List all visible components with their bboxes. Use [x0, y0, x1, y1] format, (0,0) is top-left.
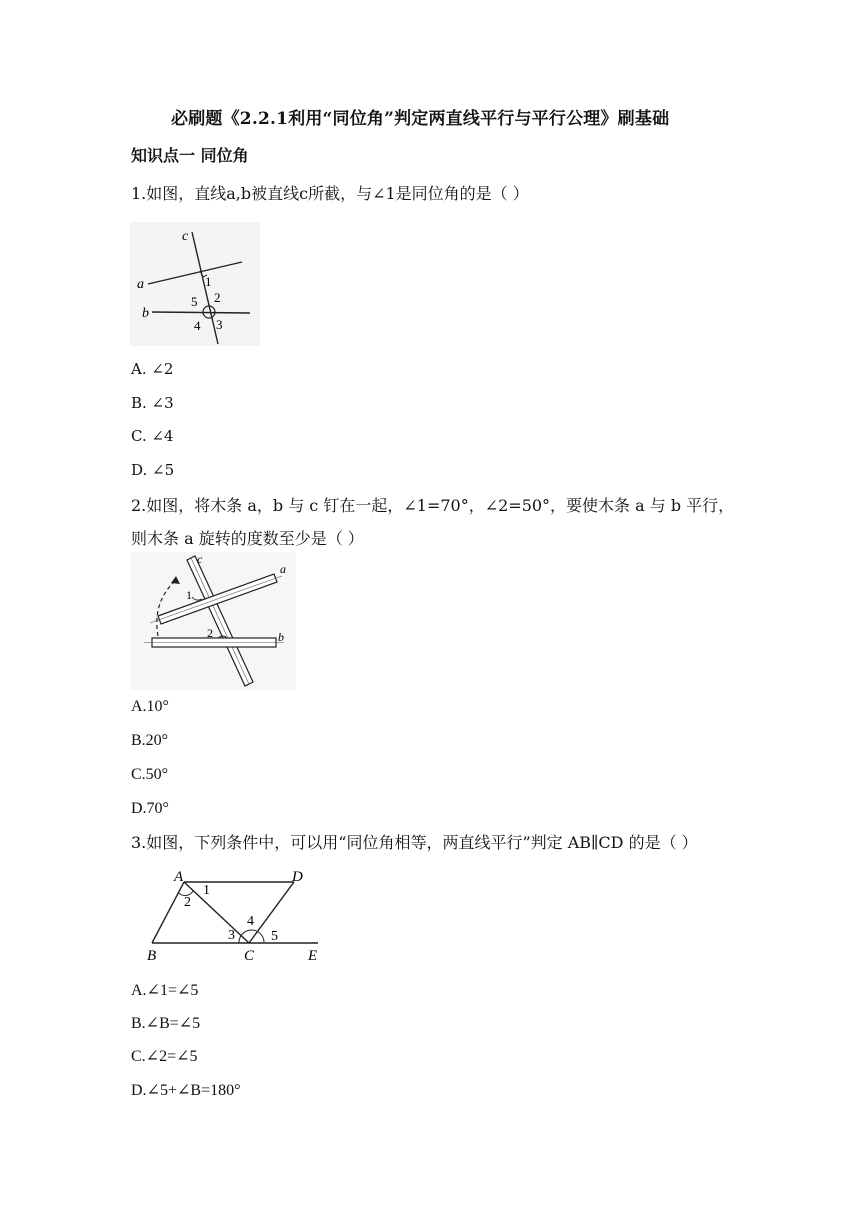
label-B: B	[147, 948, 157, 964]
label-angle-2: 2	[214, 290, 221, 305]
question-1-option-a[interactable]: A. ∠2	[131, 360, 174, 378]
section-heading: 知识点一 同位角	[131, 146, 249, 165]
question-1-option-d[interactable]: D. ∠5	[131, 461, 175, 479]
question-2-stem-line-1: 2.如图，将木条 a，b 与 c 钉在一起，∠1=70°，∠2=50°，要使木条 a 与 b 平行，	[131, 496, 735, 515]
label-angle-3: 3	[228, 928, 235, 943]
label-E: E	[308, 948, 318, 964]
label-angle-1: 1	[205, 274, 212, 289]
question-1-option-c[interactable]: C. ∠4	[131, 427, 174, 445]
question-1-figure	[130, 222, 260, 346]
document-title: 必刷题《2.2.1利用“同位角”判定两直线平行与平行公理》刷基础	[171, 109, 670, 129]
label-angle-2: 2	[184, 895, 191, 910]
label-c: c	[197, 552, 203, 566]
question-2-option-d[interactable]: D.70°	[131, 800, 169, 817]
question-1-option-b[interactable]: B. ∠3	[131, 394, 174, 412]
question-2-option-c[interactable]: C.50°	[131, 766, 169, 783]
label-angle-2: 2	[207, 626, 213, 640]
label-c: c	[182, 229, 189, 244]
label-angle-3: 3	[216, 317, 223, 332]
question-3-stem: 3.如图，下列条件中，可以用“同位角相等，两直线平行”判定 AB∥CD 的是（ ）	[131, 833, 698, 852]
question-3-option-d[interactable]: D.∠5+∠B=180°	[131, 1082, 241, 1099]
label-angle-1: 1	[186, 588, 192, 602]
label-angle-5: 5	[191, 294, 198, 309]
question-2-option-a[interactable]: A.10°	[131, 698, 169, 715]
label-angle-4: 4	[247, 914, 254, 929]
question-1-stem: 1.如图，直线a,b被直线c所截，与∠1是同位角的是（ ）	[131, 184, 529, 203]
question-3-option-b[interactable]: B.∠B=∠5	[131, 1015, 201, 1032]
question-3-figure	[140, 864, 336, 964]
question-2-option-b[interactable]: B.20°	[131, 732, 169, 749]
label-angle-4: 4	[194, 318, 201, 333]
question-2-figure	[130, 552, 296, 690]
label-angle-5: 5	[271, 929, 278, 944]
question-3-option-c[interactable]: C.∠2=∠5	[131, 1048, 198, 1065]
label-a: a	[137, 277, 144, 292]
label-b: b	[278, 630, 284, 644]
question-3-option-a[interactable]: A.∠1=∠5	[131, 982, 199, 999]
segment-AC	[184, 882, 249, 943]
label-angle-1: 1	[203, 883, 210, 898]
label-D: D	[292, 869, 303, 885]
label-C: C	[244, 948, 255, 964]
label-A: A	[174, 869, 184, 885]
segment-AB	[152, 882, 184, 943]
label-b: b	[142, 306, 149, 321]
line-b	[152, 312, 250, 313]
question-2-stem-line-2: 则木条 a 旋转的度数至少是（ ）	[131, 529, 364, 548]
label-a: a	[280, 562, 286, 576]
